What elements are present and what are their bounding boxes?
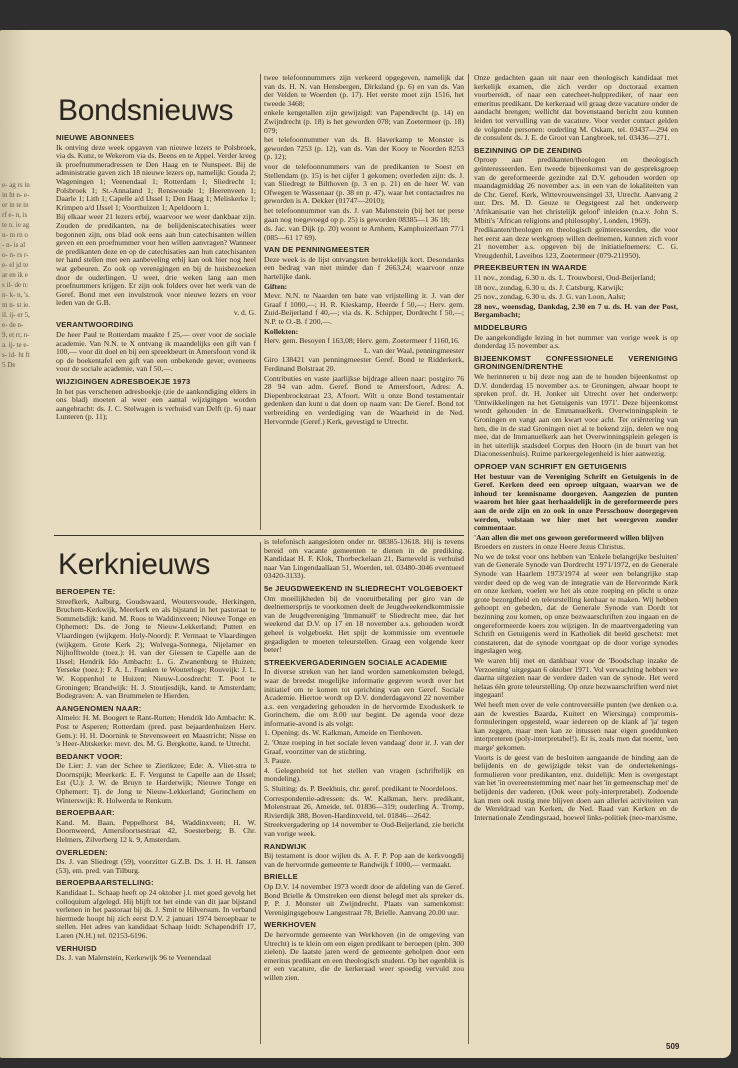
section-heading: VERHUISD — [56, 943, 97, 953]
paragraph: Deze week is de lijst ontvangsten betrekkelijk kort. Desondanks een bedrag van niet minder dan f 2663,24; waarvoor onze hartelijke dank. — [264, 254, 464, 282]
page-number: 509 — [666, 1042, 680, 1051]
paragraph: Ds. J. van Sliedregt (59), voorzitter G.Z.B. Ds. J. H. H. Jansen (53), em. pred. van Tilburg. — [56, 857, 256, 875]
paragraph: enkele kengetallen zijn gewijzigd: van Papendrecht (p. 14) en Zwijndrecht (p. 18) is het geworden 078; van Zoetermeer (p. 18) 079; — [264, 108, 464, 135]
paragraph: twee telefoonnummers zijn verkeerd opgegeven, namelijk dat van ds. H. N. van Hensbergen, Dirksland (p. 6) en van ds. Van der Velden te Woerden (p. 17). Het eerste moet zijn 1516, het tweede 3468; — [264, 74, 464, 108]
column-rule — [260, 74, 261, 530]
paragraph: Kand. M. Baan, Peppelhorst 84, Waddinxveen; H. W. Doornweerd, Amersfoortsestraat 42, Soesterberg; B. Chr. Helmers, Zilverberg 12 k. 9, Amsterdam. — [56, 817, 256, 845]
paragraph: Ik ontving deze week opgaven van nieuwe lezers te Polsbroek, via ds. Kunz, te Wekerom via ds. Beens en te Appel. Verder kreeg ik proefnummeradressen te Den Haag en te Nunspeet. Bij de administratie gaven zich 18 nieuwe lezers op, namelijk: Gouda 2; Wageningen 1; Veenendaal 1; Rotterdam 1; Sliedrecht 1; Polsbroek 1; St.-Annaland 1; Renswoude 1; Heerenveen 1; Daarle 1; Lith 1; Capelle a/d IJssel 1; Den Haag 1; Meliskerke 1; Krimpen a/d IJssel 1; Voorthuizen 1; Apeldoorn 1. — [56, 142, 256, 212]
paragraph: Bij elkaar weer 21 lezers erbij, waarvoor we weer dankbaar zijn. Zouden de predikanten, na de belijdeniscatechisaties weer begonnen zijn, ons blad ook eens aan hun catechisanten willen geven en een proefnummer voor hen willen aanvragen? Wanneer de predikanten deze en op de catechisaties aan hun catechisanten ter hand stellen met een aanbeveling erbij kan ook hier nog heel wat gebeuren. Zo ook op verenigingen en bij de huisbezoeken door de ouderlingen. U weet, drie weken lang aan men proefnummers krijgen. Er zijn ook folders over het werk van de Geref. Bond met een invulstrook voor nieuwe lezers en voor leden van de G.B. — [56, 212, 256, 308]
paragraph: Onze gedachten gaan uit naar een theologisch kandidaat met kerkelijk examen, die zich verder op doctoraal examen voorbereidt, of naar een catecheet-hulpprediker, of naar een emeritus predikant. De kerkeraad wil graag deze vacature onder de aandacht brengen; wellicht dat bovenstaand bericht zou kunnen leiden tot vervulling van de vacature. Voor verder contact gelden de volgende personen: ouderling M. Oskam, tel. 03437—294 en de consulent ds. J. E. de Groot van Langbroek, tel. 03436—271. — [474, 74, 678, 143]
paragraph: Om moeilijkheden bij de vooruitbetaling per giro van de deelnemersprijs te voorkomen deelt de Jeugdweekendkommissie van de Jeugdvereniging 'Immanuël' te Sliedrecht mee, dat het weekend dat D.V. op 17 en 18 november a.s. gehouden wordt geheel is volgeboekt. Het spijt de kommissie om eventuele gegadigden te moeten teleurstellen. Graag een volgende keer beter! — [264, 593, 464, 655]
column-rule — [260, 542, 261, 1044]
kerknieuws-column-2 — [264, 538, 464, 1046]
section-heading: BEROEPEN TE: — [56, 587, 116, 596]
paragraph: Wel heeft men over de vele controversiële punten (we denken o.a. aan de kwesties Baarda, Kuitert en Wiersinga) compromis-formuleringen opgesteld, waar iedereen op de klank af 'ja' tegen kan zeggen, maar men kan ze intussen naar eigen goeddunken interpreteren (poly-interpretabel!). Er is, zoals men dat noemt, 'een marge' gekomen. — [474, 699, 678, 752]
paragraph: het telefoonnummer van ds. B. Haverkamp te Monster is geworden 7253 (p. 12), van ds. Van der Kooy te Noorden 8253 (p. 12); — [264, 135, 464, 162]
section-heading: OVERLEDEN: — [56, 847, 108, 857]
subheading: Giften: — [264, 281, 288, 291]
paragraph: In het pas verschenen adresboekje (zie de aankondiging elders in ons blad) moeten al weer een aantal wijzigingen worden aangebracht: ds. J. C. Stelwagen is verhuisd van Delft (p. 6) naar Lunteren (p. 11); — [56, 386, 256, 422]
schedule-item: 11 nov., zondag, 6.30 u. ds. L. Trouwborst, Oud-Beijerland; — [474, 273, 656, 283]
schedule-item: 25 nov., zondag, 6.30 u. ds. J. G. van Loon, Aalst; — [474, 292, 626, 302]
schedule-item: 18 nov., zondag, 6.30 u. ds. J. Catsburg, Katwijk; — [474, 282, 624, 292]
paragraph: Op D.V. 14 november 1973 wordt door de afdeling van de Geref. Bond Brielle & Omstreken een dienst belegd met als spreker ds. P. P. J. Monster uit Zwijndrecht. Plaats van samenkomst: Verenigingsgebouw Langestraat 78, Brielle. Aanvang 20.00 uur. — [264, 881, 464, 917]
paragraph: Kandidaat L. Schaap heeft op 24 oktober j.l. met goed gevolg het colloquium afgelegd. Hij blijft tot het einde van dit jaar bijstand verlenen in het pastoraat bij ds. J. Smit te Hilversum. In verband hiermede hoopt hij zich eerst D.V. 2 januari 1974 beroepbaar te stellen. Het adres van kandidaat Schaap luidt: Schapendrift 17, Laren (N.H.) tel. 02153-6196. — [56, 888, 256, 940]
section-heading: BEZINNING OP DE ZENDING — [474, 145, 583, 155]
intro-paragraph: Het bestuur van de Vereniging Schrift en Getuigenis in de Geref. Kerken deed een oproep uitgaan, waarvan we de inhoud ter kennisname doorgeven. Aangezien de punten waarom het hier gaat herhaaldelijk in de gereformeerde pers aan de orde zijn en zo ook in onze Persschouw doorgegeven werden, volstaan we hier met het weergeven zonder commentaar. — [474, 471, 678, 533]
section-divider — [54, 535, 464, 536]
section-heading: BIJEENKOMST CONFESSIONELE VERENIGING GRONINGEN/DRENTHE — [474, 353, 678, 372]
section-heading: VERANTWOORDING — [56, 320, 134, 330]
kerknieuws-column-1 — [56, 584, 256, 1046]
paragraph: Ds. J. van Malenstein, Kerkewijk 96 te Veenendaal — [56, 953, 212, 963]
paragraph: Bij testament is door wijlen ds. A. F. P. Pop aan de kerkvoogdij van de hervormde gemeente te Randwijk f 1000,— vermaakt. — [264, 851, 464, 869]
section-heading: BEDANKT VOOR: — [56, 751, 123, 761]
paragraph: Predikanten/theologen en theologisch geïnteresseerden, die voor het eerst aan deze werkgroep willen deelnemen, kunnen zich voor 21 november a.s. opgeven bij de initiatiefnemers: C. G. Vreugdenhil, Laveibos 123, Zoetermeer (079-211950). — [474, 225, 678, 260]
signature: L. van der Waal, penningmeester — [363, 345, 464, 355]
kerknieuws-title: Kerknieuws — [58, 548, 211, 581]
paragraph: Almelo: H. M. Boogert te Rant-Rutten; Hendrik Ido Ambacht: K. Post te Asperen; Rotterdam (pred. past bejaardenhuizen Herv. Gem.): H. H. Doornink te Stevensweert en Maastricht; Nisse en 's Heer-Abtskerke: mevr. drs. M. G. Bergkotte, kand. te Utrecht. — [56, 713, 256, 749]
signature: v. d. G. — [233, 307, 256, 317]
paragraph: Nu we de tekst voor ons hebben van 'Enkele belangrijke besluiten' van de Generale Synode van Dordrecht 1971/1972, en de Generale Synode van Haarlem 1973/1974 al weer een belangrijke stap verder deed op de weg van de integratie van de Hervormde Kerk en onze kerken, voelen we het als onze roeping en plicht u onze grote bezorgdheid en teleurstelling kenbaar te maken. Wij hebben gehoopt en gebeden, dat de Generale Synode van Dordt tot bezinning zou komen, op onze bezwaarschriften zou ingaan en de ongereformeerde koers zou wijzigen. In de maartvergadering van Schrift en Getuigenis werd in Katholiek dit beeld geschetst: met constateren, dat de synode voortgaat op de door vorige synodes ingeslagen weg. — [474, 551, 678, 656]
paragraph: Giro 138421 van penningmeester Geref. Bond te Ridderkerk, Ferdinand Bolstraat 20. — [264, 355, 464, 373]
paragraph: het telefoonnummer van ds. J. van Malenstein (bij het ter perse gaan nog toegevoegd op p. 25) is geworden 08385—1 36 18; — [264, 205, 464, 224]
section-heading: PREEKBEURTEN IN WAARDE — [474, 263, 587, 273]
paragraph: We herinneren u bij deze nog aan de te houden bijeenkomst op D.V. donderdag 15 november a.s. te Groningen, alwaar hoopt te spreken prof. dr. H. Jonker uit Utrecht over het onderwerp: 'Ontwikkelingen na het Getuigenis van 1971'. Deze bijeenkomst wordt gehouden in de Emmanuelkerk. Overwinningsplein te Groningen en vangt aan om kwart voor acht. Ter oriëntering van hen, die in de stad Groningen niet al te bekend zijn, delen we nog mee, dat de Immanuelkerk aan het Overwinningsplein gelegen is in het uiterlijk stadsdeel Corpus den Hoorn (in de buurt van het Diaconessenhuis). Ruime parkeergelegenheid is hier aanwezig. — [474, 372, 678, 459]
section-heading: STREEKVERGADERINGEN SOCIALE ACADEMIE — [264, 657, 448, 667]
schedule-item: 28 nov., woensdag, Dankdag, 2.30 en 7 u. ds. H. van der Post, Bergambacht; — [474, 301, 678, 320]
gutter-fragments: e- ag rs in in ht n- e- er in te in rf e- n, is te n. ie ag u- m rn o- n- is al o- n- rs r- e- el jd te ar en ik es il- de n: n- k- n, 's. m n- st ie. il. ij- er 5, e- de n- 9, et rr, n- a. ij- te e- s- id- ht ft 5 De — [2, 181, 30, 369]
agenda-item: 1. Opening: ds. W. Kalkman, Ameide en Tienhoven. — [264, 728, 423, 738]
section-heading: VAN DE PENNINGMEESTER — [264, 245, 370, 255]
subheading: 'Aan allen die met ons gewoon gereformeerd willen blijven — [474, 532, 664, 542]
paragraph: De Lier: J. van der Schee te Zierikzee; Ede: A. Vliet-stra te Doornspijk; Meerkerk: E. F. Vergunst te Capelle aan de IJssel; Est (U.): J. W. de Bruyn te Harderwijk; Nieuwe Tonge en Ophemert: Tj. de Jong te Nieuw-Lekkerland; Gorinchem en Winterswijk: R. Holwerda te Renkum. — [56, 761, 256, 805]
agenda-item: 5. Sluiting: ds. P. Beekhuis, chr. geref. predikant te Noordeloos. — [264, 784, 458, 794]
paragraph: Contributies en vaste jaarlijkse bijdrage alleen naar: postgiro 76 28 94 van adm. Geref. Bond te Amersfoort, Adres: A. Diepenbrockstraat 23, A'foort. Wilt u onze Bond testamentair gedenken dan kunt u dat doen op naam van: De Geref. Bond tot verbreiding en verdediging van de Waarheid in de Ned. Hervormde (Geref.) Kerk, gevestigd te Utrecht. — [264, 373, 464, 426]
section-heading: RANDWIJK — [264, 841, 307, 851]
section-heading: AANGENOMEN NAAR: — [56, 703, 142, 713]
agenda-item: 2. 'Onze roeping in het sociale leven vandaag' door ir. J. van der Graaf, voorzitter van de stichting. — [264, 738, 464, 756]
column-3 — [474, 74, 678, 1046]
paragraph: Voorts is de geest van de besluiten aangaande de binding aan de belijdenis en de gewijzigde tekst van de ondertekenings-formulieren voor predikanten, enz. duidelijk: Men is overgestapt van het 'in overeenstemming met' naar het 'in gemeenschap met' de belijdenis der vaderen. (Ook weer poly-interpretabel). Zodoende kan men ook rustig mee blijven doen aan allerlei activiteiten van de Wereldraad van Kerken, de Ned. Raad van Kerken en de Internationale Zendingsraad, hoewel links-politiek (neo-marxisme, — [474, 752, 678, 822]
bondsnieuws-column-1 — [56, 130, 256, 530]
bondsnieuws-title: Bondsnieuws — [58, 94, 234, 127]
paragraph: In diverse streken van het land worden samenkomsten belegd, waar de breedst mogelijke informatie gegeven wordt over het initiatief om te komen tot oprichting van een Geref. Sociale Academie. Hiertoe wordt op D.V. donderdagavond 22 november a.s. een vergadering gehouden in de hervormde Exoduskerk te Gorinchem, die om 8.00 uur begint. De agenda voor deze informatie-avond is als volgt: — [264, 667, 464, 728]
paragraph: Herv. gem. Besoyen f 163,08; Herv. gem. Zoetermeer f 1160,16. — [264, 336, 460, 346]
section-heading: BEROEPBAAR: — [56, 808, 115, 818]
paragraph: is telefonisch aangesloten onder nr. 08385-13618. Hij is tevens bereid om vacante gemeenten te dienen in de prediking. Kandidaat H. F. Klok, Thorbeckelaan 21, Barneveld is verhuisd naar Van Lingendaallaan 51, Woerden, tel. 03480-3046 eventueel 03420-3133). — [264, 538, 464, 581]
paragraph: voor de telefoonnummers van de predikanten te Soest en Stellendam (p. 15) is het cijfer 1 gekomen; overleden zijn: ds. J. van Sliedregt te Bilthoven (p. 3 en p. 21) en de heer W. van Ofwegen te Wassenaar (p. 38 en p. 47), waar het contactadres nu geworden is A. Dekker (01747—2010); — [264, 161, 464, 206]
paragraph: De heer Paul te Rotterdam maakte f 25,— over voor de sociale academie. Van N.N. te X ontvang ik maandelijks een gift van f 100,— voor dit doel en bij een spreekbeurt in Amersfoort vond ik op de boekentafel een gift van een onbekende gever, eveneens voor de sociale academie, van f 50,—. — [56, 330, 256, 374]
section-heading: WERKHOVEN — [264, 920, 317, 930]
previous-page-gutter — [0, 30, 34, 1058]
paragraph: Broeders en zusters in onze Heere Jezus Christus. — [474, 542, 625, 552]
subheading: Kollekten: — [264, 326, 299, 336]
paragraph: Mevr. N.N. te Naarden ten bate van vrijstelling ir. J. van der Graaf f 1000,—; H. R. Kieskamp, Heerde f 50,—; Herv. gem. Zuid-Beijerland f 40,—; via ds. K. Schipper, Dordrecht f 50,—; N.P. te O.-B. f 200,—. — [264, 291, 464, 327]
section-heading: BEROEPBAARSTELLING: — [56, 878, 154, 888]
paragraph: Streefkerk, Aalburg, Goudswaard, Woutersvoude, Herkingen, Bruchem-Kerkwijk, Meerkerk en als bijstand in het pastoraat te Sommelsdijk: kand. M. Roos te Waddinxveen; Nieuwe Tonge en Ophemert: Ds. de Jong te Nieuw-Lekkerland; Putten en Vlaardingen (wijkgem. Holy-Noord): P. Vermaat te Vlaardingen (wijkgem. Grote Kerk 2); Wolvega-Sonnega, Nijelamer en Nijhofftwolde (toez.): H. van der Giessen te Capelle aan de IJssel; Hendrik Ido Ambacht: L. G. Zwanenburg te Huizen; Yerseke (toez.): F. A. L. Franken te Wouterloge; Rouveijk: J. L. W. Koppenhol te Huizen; Nieuw-Loosdrecht: T. Poot te Groningen; Brandwijk: H. J. Stoutjesdijk, kand. te Amsterdam; Bodegraven: A. van Brummelen te Hierden. — [56, 596, 256, 701]
paragraph: De aangekondigde lezing in het nummer van vorige week is op donderdag 15 november a.s. — [474, 332, 678, 351]
section-heading: BRIELLE — [264, 872, 298, 882]
paragraph: De hervormde gemeente van Werkhoven (in de omgeving van Utrecht) is te klein om een eigen predikant te beroepen (plm. 300 zielen). De laatste jaren werd de gemeente geholpen door een emeritus predikant en een theologisch student. Op het ogenblik is er een vacature, die de kerkeraad weer spoedig vervuld zou willen zien. — [264, 929, 464, 982]
agenda-item: 4. Gelegenheid tot het stellen van vragen (schriftelijk en mondeling). — [264, 765, 464, 784]
paragraph: Streekvergadering op 14 november te Oud-Beijerland, zie bericht van vorige week. — [264, 820, 464, 838]
paragraph: Oproep aan predikanten/theologen en theologisch geïnteresseerden. Een tweede bijeenkomst van de gespreksgroep van de gereformeerde gezindte zal D.V. gehouden worden op maandagmiddag 26 november a.s. in een van de lokaliteiten van de Chr. Geref. Kerk, Wittevrouwensingel 33, Utrecht. Aanvang 2 uur. Drs. M. D. Geuze te Oegstgeest zal het onderwerp 'Afrikanisatie van het christelijk geloof' inleiden (n.a.v. John S. Mbiti's 'African religions and philosophy', Londen, 1969). — [474, 155, 678, 225]
section-heading: NIEUWE ABONNEES — [56, 133, 135, 142]
section-heading: 5e JEUGDWEEKEND IN SLIEDRECHT VOLGEBOEKT — [264, 583, 464, 593]
paragraph: ds. Jac. van Dijk (p. 20) woont te Arnhem, Kamphuizerlaan 77/1 (085—61 17 69). — [264, 224, 464, 242]
agenda-item: 3. Pauze. — [264, 756, 292, 766]
column-rule — [468, 74, 469, 1044]
newspaper-page — [0, 30, 731, 1058]
paragraph: We waren blij met en dankbaar voor de 'Boodschap inzake de Verzoening' uitgegaan 6 oktober 1971. Vol verwachting hebben we daarna uitgezien naar de verdere daden van de synode. Het werd helaas één grote teleurstelling. Op onze bezwaarschriften werd niet ingegaan! — [474, 656, 678, 700]
section-heading: OPROEP VAN SCHRIFT EN GETUIGENIS — [474, 461, 627, 471]
bondsnieuws-column-2 — [264, 74, 464, 530]
section-heading: MIDDELBURG — [474, 323, 528, 333]
paragraph: Correspondentie-adressen: ds. W. Kalkman, herv. predikant, Molenstraat 26, Ameide, tel. 01836—319; ouderling A. Tromp, Rivierdijk 388, Boven-Hardinxveld, tel. 01846—2642. — [264, 793, 464, 820]
section-heading: WIJZIGINGEN ADRESBOEKJE 1973 — [56, 377, 191, 387]
